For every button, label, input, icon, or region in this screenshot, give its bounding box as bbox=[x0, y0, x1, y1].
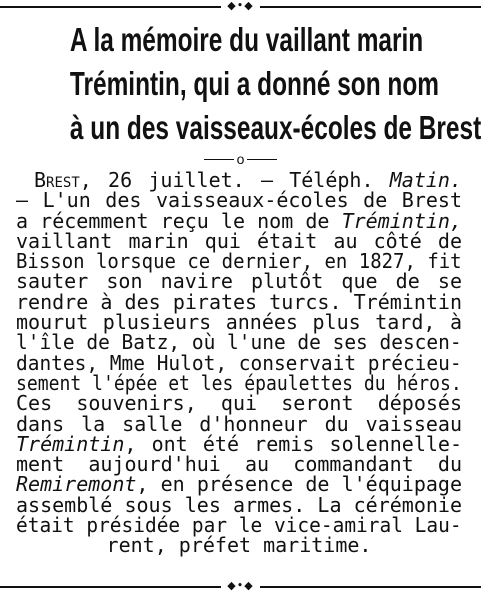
dateline-source: Matin. bbox=[389, 168, 462, 192]
bottom-ornament-glyph: ◆•◆ bbox=[221, 579, 259, 592]
body-line: vaillant marin qui était au côté de bbox=[16, 228, 462, 253]
body-line: rent, préfet maritime. bbox=[106, 533, 372, 558]
body-line: dantes, Mme Hulot, conservait précieu- bbox=[16, 350, 462, 375]
body-line: ment aujourd'hui au commandant du bbox=[16, 452, 462, 477]
dateline-place: Brest bbox=[34, 168, 80, 192]
body-line bbox=[16, 472, 462, 497]
ship-name: Trémintin, bbox=[341, 208, 462, 233]
body-line: rendre à des pirates turcs. Trémintin bbox=[16, 289, 462, 314]
headline-separator bbox=[0, 151, 481, 166]
top-ornament-glyph: ◆•◆ bbox=[221, 0, 259, 12]
ship-name: Remiremont bbox=[16, 472, 137, 497]
body-line-text: , ont été remis solennelle- bbox=[124, 431, 462, 456]
headline-line-3: à un des vaisseaux-écoles de Brest bbox=[69, 109, 481, 146]
top-ornament bbox=[0, 0, 481, 12]
ship-name: Trémintin bbox=[16, 431, 125, 456]
body-line: sauter son navire plutôt que de se bbox=[16, 269, 462, 294]
body-line: sement l'épée et les épaulettes du héros. bbox=[16, 370, 462, 395]
body-line bbox=[16, 431, 462, 456]
article-headline bbox=[69, 18, 481, 150]
body-line: dans la salle d'honneur du vaisseau bbox=[16, 411, 462, 436]
body-line: — L'un des vaisseaux-écoles de Brest bbox=[16, 188, 462, 213]
bottom-ornament bbox=[0, 580, 481, 592]
body-line: l'île de Batz, où l'une de ses descen- bbox=[16, 330, 462, 355]
separator-dash-right bbox=[247, 159, 277, 160]
body-line: Ces souvenirs, qui seront déposés bbox=[16, 391, 462, 416]
body-line-text: , en présence de l'équipage bbox=[136, 472, 462, 497]
body-line: assemblé sous les armes. La cérémonie bbox=[16, 492, 462, 517]
separator-circle: o bbox=[236, 151, 245, 168]
headline-line-1: A la mémoire du vaillant marin bbox=[69, 21, 424, 58]
body-line: était présidée par le vice-amiral Lau- bbox=[16, 513, 462, 538]
body-line: Bisson lorsque ce dernier, en 1827, fit bbox=[16, 249, 462, 274]
dateline-date: , 26 juillet. — Téléph. bbox=[79, 168, 390, 192]
article-body bbox=[16, 170, 462, 556]
body-line: mourut plusieurs années plus tard, à bbox=[16, 310, 462, 335]
headline-line-2: Trémintin, qui a donné son nom bbox=[69, 65, 439, 102]
body-line-text: a récemment reçu le nom de bbox=[16, 208, 342, 233]
dateline bbox=[16, 170, 462, 190]
body-line bbox=[16, 208, 462, 233]
separator-dash-left bbox=[204, 159, 234, 160]
